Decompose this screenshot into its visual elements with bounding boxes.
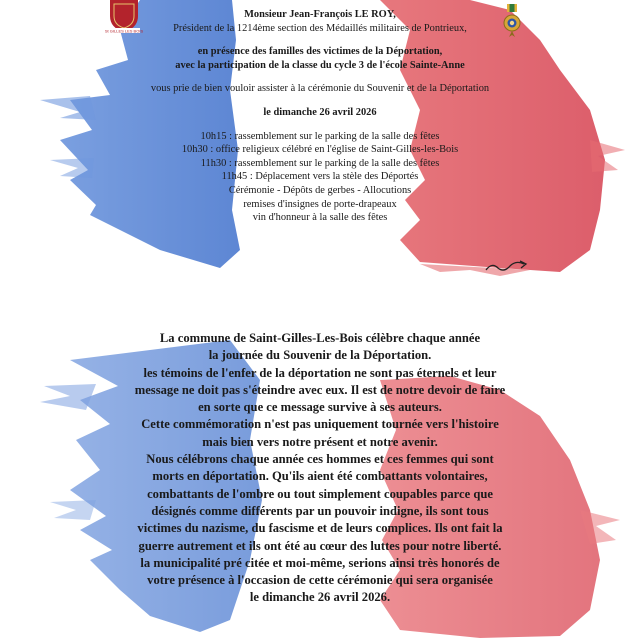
arrow-doodle-icon: [484, 258, 530, 274]
message-line: La commune de Saint-Gilles-Les-Bois célèbre chaque année: [159, 331, 481, 345]
schedule-item: 11h30 : rassemblement sur le parking de la salle des fêtes: [200, 157, 440, 169]
schedule-item: 11h45 : Déplacement vers la stèle des Déportés: [221, 171, 419, 183]
invite-line: vous prie de bien vouloir assister à la cérémonie du Souvenir et de la Déportation: [150, 83, 490, 95]
schedule-item: 10h30 : office religieux célébré en l'église de Saint-Gilles-les-Bois: [181, 144, 459, 156]
participation-line: avec la participation de la classe du cycle 3 de l'école Sainte-Anne: [175, 59, 465, 71]
message-line: Cette commémoration n'est pas uniquement tournée vers l'histoire: [141, 417, 499, 432]
schedule-item: remises d'insignes de porte-drapeaux: [243, 198, 397, 210]
message-line: les témoins de l'enfer de la déportation ne sont pas éternels et leur: [143, 365, 497, 380]
schedule-item: vin d'honneur à la salle des fêtes: [252, 212, 388, 224]
message-line: morts en déportation. Qu'ils aient été combattants volontaires,: [152, 469, 488, 484]
message-line: le dimanche 26 avril 2026.: [249, 590, 391, 605]
message-line: en sorte que ce message survive à ses auteurs.: [198, 400, 442, 415]
host-title: Président de la 1214ème section des Médaillés militaires de Pontrieux,: [173, 22, 467, 34]
schedule-item: 10h15 : rassemblement sur le parking de la salle des fêtes: [200, 130, 440, 142]
schedule-item: Cérémonie - Dépôts de gerbes - Allocutions: [228, 184, 412, 196]
message-line: la municipalité pré citée et moi-même, serions ainsi très honorés de: [140, 555, 500, 570]
message-line: désignés comme différents par un pouvoir indigne, ils sont tous: [151, 503, 489, 518]
commemoration-message: [0, 330, 640, 607]
message-line: mais bien vers notre présent et notre avenir.: [202, 434, 438, 449]
message-line: victimes du nazisme, du fascisme et de leurs complices. Ils ont fait la: [137, 521, 503, 536]
invitation-card: [0, 8, 640, 225]
svg-text:St GILLES LES BOIS: St GILLES LES BOIS: [104, 28, 144, 34]
message-line: votre présence à l'occasion de cette cérémonie qui sera organisée: [147, 573, 493, 588]
ceremony-date: le dimanche 26 avril 2026: [263, 106, 377, 118]
host-name: Monsieur Jean-François LE ROY,: [244, 9, 396, 20]
message-line: Nous célébrons chaque année ces hommes et ces femmes qui sont: [146, 452, 494, 467]
presence-line: en présence des familles des victimes de la Déportation,: [197, 46, 443, 58]
message-line: combattants de l'ombre ou tout simplement coupables parce que: [147, 486, 493, 501]
message-line: guerre autrement et ils ont été au cœur des luttes pour notre liberté.: [138, 538, 502, 553]
message-line: message ne doit pas s'éteindre avec eux. Il est de notre devoir de faire: [134, 382, 506, 397]
message-line: la journée du Souvenir de la Déportation.: [208, 348, 432, 363]
